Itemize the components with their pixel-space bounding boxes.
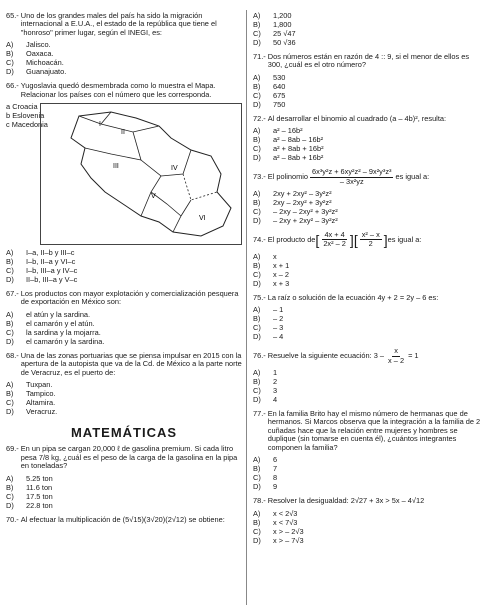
option-text: 50 √36 — [273, 38, 296, 47]
country-name: Croacia — [12, 102, 38, 112]
question-text: Dos números están en razón de 4 :: 9, si el menor de ellos es 300, ¿cuál es el otro número? — [267, 52, 470, 70]
option-d[interactable] — [253, 39, 481, 48]
option-letter: C) — [6, 266, 14, 276]
map-label-4: IV — [171, 165, 178, 173]
options — [253, 369, 481, 405]
option-text: a² + 8ab + 16b² — [273, 144, 324, 154]
option-a[interactable] — [253, 456, 481, 465]
option-letter: A) — [253, 126, 261, 136]
option-text: – 1 — [273, 305, 284, 315]
country-letter: b — [6, 111, 11, 121]
option-text: 675 — [273, 90, 286, 100]
question-number: 66.- — [6, 81, 19, 91]
option-text: x > – 7√3 — [273, 535, 304, 545]
option-text: el camarón y el atún. — [26, 318, 95, 328]
option-letter: D) — [253, 482, 261, 492]
option-letter: D) — [6, 407, 14, 417]
question-71 — [253, 53, 481, 110]
question-77 — [253, 410, 481, 492]
question-70 — [6, 516, 242, 524]
formula-prefix: El producto de — [267, 234, 316, 244]
option-b[interactable] — [253, 465, 481, 474]
section-title: MATEMÁTICAS — [70, 425, 178, 441]
options — [6, 381, 242, 417]
option-text: I–b, II–a y VI–c — [26, 257, 76, 267]
option-letter: C) — [253, 386, 261, 396]
option-d[interactable] — [6, 408, 242, 417]
formula-suffix: es igual a: — [387, 234, 422, 244]
numerator: 4x + 4 — [324, 230, 345, 240]
option-c[interactable] — [253, 474, 481, 483]
option-text: Jalisco. — [26, 40, 51, 50]
option-letter: C) — [253, 526, 261, 536]
question-74 — [253, 231, 481, 289]
question-text: Al efectuar la multiplicación de (5√15)(3√20)(2√12) se obtiene: — [20, 514, 225, 524]
question-number: 75.- — [253, 292, 266, 302]
option-letter: B) — [253, 517, 261, 527]
question-text: En un pipa se cargan 20,000 ℓ de gasolina premium. Si cada litro pesa 7/8 kg, ¿cuál es el peso de la carga de la gasolina en la pipa en toneladas? — [20, 444, 238, 471]
option-text: – 4 — [273, 332, 284, 342]
option-letter: C) — [253, 269, 261, 279]
option-text: Veracruz. — [26, 407, 58, 417]
question-number: 78.- — [253, 496, 266, 506]
question-number: 69.- — [6, 444, 19, 454]
option-text: el camarón y la sardina. — [26, 336, 105, 346]
options — [6, 311, 242, 347]
question-67 — [6, 290, 242, 347]
option-letter: C) — [6, 58, 14, 68]
denominator: – 3x²yz — [339, 176, 364, 186]
question-70-options — [253, 12, 481, 48]
option-letter: D) — [6, 336, 14, 346]
option-letter: A) — [6, 40, 14, 50]
question-78 — [253, 497, 481, 545]
bracket-open: [ — [315, 231, 320, 248]
option-letter: A) — [253, 455, 261, 465]
option-letter: B) — [253, 464, 261, 474]
yugoslavia-map — [40, 103, 242, 245]
question-number: 68.- — [6, 350, 19, 360]
option-letter: B) — [253, 198, 261, 208]
option-d[interactable] — [253, 396, 481, 405]
question-number: 74.- — [253, 234, 266, 244]
option-text: 530 — [273, 72, 286, 82]
option-b[interactable] — [253, 378, 481, 387]
option-letter: A) — [253, 508, 261, 518]
option-letter: C) — [253, 144, 261, 154]
option-d[interactable] — [253, 280, 481, 289]
option-d[interactable] — [253, 537, 481, 546]
country-letter: a — [6, 102, 11, 112]
option-letter: B) — [253, 260, 261, 270]
option-letter: A) — [6, 473, 14, 483]
option-text: 1,200 — [273, 11, 292, 20]
question-72 — [253, 115, 481, 163]
option-letter: C) — [253, 90, 261, 100]
option-letter: D) — [253, 278, 261, 288]
fraction — [360, 231, 382, 249]
option-text: 1 — [273, 368, 278, 378]
formula — [268, 347, 419, 365]
map-label-2: II — [121, 129, 125, 137]
option-letter: B) — [6, 257, 14, 267]
option-letter: A) — [6, 248, 14, 258]
question-text: En la familia Brito hay el mismo número de hermanas que de hermanos. Si Marcos observa que la integración a la familia de 2 cuñadas hace que la relación entre mujeres y hombres se duplique (sin tomarse en cuenta él), ¿cuántos integrantes componen la familia? — [267, 409, 481, 452]
option-text: 2xy – 2xy² + 3y²z² — [273, 198, 332, 208]
option-c[interactable] — [253, 387, 481, 396]
option-text: a² – 8ab – 16b² — [273, 135, 324, 145]
option-text: 750 — [273, 99, 286, 109]
country-letter: c — [6, 120, 10, 130]
options — [253, 456, 481, 492]
map-label-1: I — [99, 121, 101, 129]
formula-suffix: = 1 — [408, 350, 419, 360]
option-d[interactable] — [253, 333, 481, 342]
option-letter: C) — [253, 29, 261, 38]
option-c[interactable] — [253, 324, 481, 333]
question-text: Al desarrollar el binomio al cuadrado (a – 4b)², resulta: — [267, 113, 447, 123]
option-text: Tampico. — [26, 389, 56, 399]
denominator: 2 — [368, 239, 373, 249]
option-letter: A) — [253, 368, 261, 378]
options — [6, 41, 242, 77]
question-68 — [6, 352, 242, 417]
question-number: 67.- — [6, 289, 19, 299]
option-text: – 2 — [273, 314, 284, 324]
numerator: x — [394, 346, 398, 356]
option-b[interactable] — [253, 315, 481, 324]
option-text: la sardina y la mojarra. — [26, 327, 101, 337]
option-text: I–a, II–b y III–c — [26, 248, 75, 258]
question-number: 76.- — [253, 350, 266, 360]
numerator: 6x³y²z + 6xy²z² – 9x²y³z³ — [312, 167, 392, 177]
option-text: Guanajuato. — [26, 67, 67, 77]
option-letter: B) — [6, 49, 14, 59]
option-text: 5.25 ton — [26, 473, 53, 483]
option-text: 8 — [273, 473, 278, 483]
fraction — [310, 168, 393, 186]
option-text: – 2xy – 2xy² + 3y²z² — [273, 207, 338, 217]
option-d[interactable] — [6, 338, 242, 347]
right-column — [253, 12, 481, 551]
formula-prefix: Resuelve la siguiente ecuación: 3 – — [267, 350, 385, 360]
map-drawing — [41, 104, 241, 244]
question-number: 72.- — [253, 113, 266, 123]
option-text: x — [273, 251, 277, 261]
option-letter: B) — [253, 377, 261, 387]
map-label-6: VI — [199, 215, 206, 223]
option-text: a² – 16b² — [273, 126, 303, 136]
option-letter: B) — [6, 482, 14, 492]
option-letter: D) — [6, 67, 14, 77]
question-number: 77.- — [253, 409, 266, 419]
question-65 — [6, 12, 242, 77]
option-text: 4 — [273, 395, 278, 405]
country-list — [6, 102, 48, 245]
question-number: 70.- — [6, 514, 19, 524]
option-text: 640 — [273, 81, 286, 91]
option-letter: B) — [253, 314, 261, 324]
option-text: x < 2√3 — [273, 508, 298, 518]
option-letter: D) — [253, 99, 261, 109]
question-76 — [253, 347, 481, 405]
question-number: 65.- — [6, 11, 19, 20]
option-letter: C) — [253, 207, 261, 217]
options — [6, 475, 242, 511]
option-text: a² – 8ab + 16b² — [273, 153, 324, 163]
option-text: Altamira. — [26, 398, 56, 408]
formula — [268, 168, 429, 186]
option-text: II–b, III–a y V–c — [26, 275, 78, 285]
formula-suffix: es igual a: — [395, 171, 430, 181]
formula — [268, 231, 422, 249]
options — [253, 306, 481, 342]
option-text: 11.6 ton — [26, 482, 53, 492]
country-name: Eslovenia — [12, 111, 45, 121]
bracket-open: [ — [353, 231, 358, 248]
option-letter: A) — [6, 309, 14, 319]
option-letter: A) — [253, 189, 261, 199]
question-text: Yugoslavia quedó desmembrada como lo muestra el Mapa. Relacionar los países con el número que les corresponda. — [20, 81, 216, 99]
option-text: 22.8 ton — [26, 500, 53, 510]
left-column — [6, 12, 242, 529]
option-letter: D) — [253, 216, 261, 226]
map-label-3: III — [113, 163, 119, 171]
option-letter: C) — [6, 327, 14, 337]
option-a[interactable] — [253, 369, 481, 378]
question-75 — [253, 294, 481, 342]
formula-prefix: El polinomio — [267, 171, 309, 181]
option-letter: B) — [6, 318, 14, 328]
option-d[interactable] — [253, 483, 481, 492]
option-text: 6 — [273, 455, 278, 465]
option-letter: D) — [6, 275, 14, 285]
option-text: I–b, III–a y IV–c — [26, 266, 78, 276]
option-letter: A) — [253, 11, 261, 20]
option-letter: B) — [6, 389, 14, 399]
option-d[interactable] — [253, 154, 481, 163]
option-d[interactable] — [253, 217, 481, 226]
question-number: 71.- — [253, 52, 266, 61]
option-text: 7 — [273, 464, 278, 474]
option-letter: D) — [253, 153, 261, 163]
option-text: x + 3 — [273, 278, 290, 288]
option-a[interactable] — [253, 74, 481, 83]
question-69 — [6, 445, 242, 510]
option-letter: C) — [253, 323, 261, 333]
option-text: 17.5 ton — [26, 491, 53, 501]
question-text: Uno de los grandes males del país ha sido la migración internacional a E.U.A., el estado de la república que tiene el "honroso" primer lugar, según el INEGI, es: — [20, 11, 217, 37]
denominator: x – 2 — [388, 355, 405, 365]
option-text: el atún y la sardina. — [26, 309, 91, 319]
question-text: Los productos con mayor explotación y comercialización pesquera de exportación en México son: — [20, 289, 239, 307]
numerator: x² – x — [361, 230, 380, 240]
option-letter: D) — [253, 535, 261, 545]
question-text: La raíz o solución de la ecuación 4y + 2 = 2y – 6 es: — [267, 292, 439, 302]
denominator: 2x² – 2 — [323, 239, 346, 249]
column-divider — [246, 10, 247, 605]
option-a[interactable] — [253, 306, 481, 315]
option-letter: D) — [253, 332, 261, 342]
option-letter: D) — [253, 38, 261, 47]
question-text: Resolver la desigualdad: 2√27 + 3x > 5x – 4√12 — [267, 496, 425, 506]
question-73 — [253, 168, 481, 226]
option-text: 1,800 — [273, 20, 292, 29]
option-text: 9 — [273, 482, 278, 492]
bracket-close: ] — [349, 231, 354, 248]
option-d[interactable] — [6, 276, 242, 285]
option-letter: D) — [253, 395, 261, 405]
option-d[interactable] — [6, 502, 242, 511]
option-text: 3 — [273, 386, 278, 396]
map-label-5: V — [151, 193, 156, 201]
options — [253, 253, 481, 289]
option-text: Michoacán. — [26, 58, 64, 68]
option-c[interactable] — [253, 92, 481, 101]
question-text: Una de las zonas portuarias que se piensa impulsar en 2015 con la apertura de la autopista que va de la Cd. de México a la parte norte de Veracruz, es el puerto de: — [20, 350, 242, 377]
options — [253, 510, 481, 546]
question-number: 73.- — [253, 171, 266, 181]
option-text: Oaxaca. — [26, 49, 54, 59]
option-letter: A) — [253, 72, 261, 82]
option-text: – 3 — [273, 323, 284, 333]
country-name: Macedonia — [11, 120, 48, 130]
option-text: – 2xy + 2xy² – 3y²z² — [273, 216, 338, 226]
option-letter: C) — [253, 473, 261, 483]
option-letter: C) — [6, 491, 14, 501]
question-66 — [6, 82, 242, 285]
option-text: x + 1 — [273, 260, 290, 270]
option-letter: C) — [6, 398, 14, 408]
option-letter: D) — [6, 500, 14, 510]
bracket-close: ] — [383, 231, 388, 248]
option-text: 2 — [273, 377, 278, 387]
options — [6, 249, 242, 285]
options — [253, 74, 481, 110]
map-section — [6, 103, 242, 245]
option-d[interactable] — [253, 101, 481, 110]
fraction — [321, 231, 348, 249]
option-b[interactable] — [253, 83, 481, 92]
option-d[interactable] — [6, 68, 242, 77]
option-text: Tuxpan. — [26, 380, 53, 390]
option-text: x – 2 — [273, 269, 290, 279]
options — [253, 127, 481, 163]
option-letter: A) — [253, 305, 261, 315]
option-text: x > – 2√3 — [273, 526, 304, 536]
option-letter: B) — [253, 20, 261, 29]
fraction — [386, 347, 406, 365]
option-text: 2xy + 2xy² – 3y²z² — [273, 189, 332, 199]
options — [253, 190, 481, 226]
option-letter: A) — [6, 380, 14, 390]
option-text: x < 7√3 — [273, 517, 298, 527]
country-item — [6, 120, 48, 130]
option-text: 25 √47 — [273, 29, 296, 38]
option-letter: B) — [253, 81, 261, 91]
option-letter: A) — [253, 251, 261, 261]
option-letter: B) — [253, 135, 261, 145]
